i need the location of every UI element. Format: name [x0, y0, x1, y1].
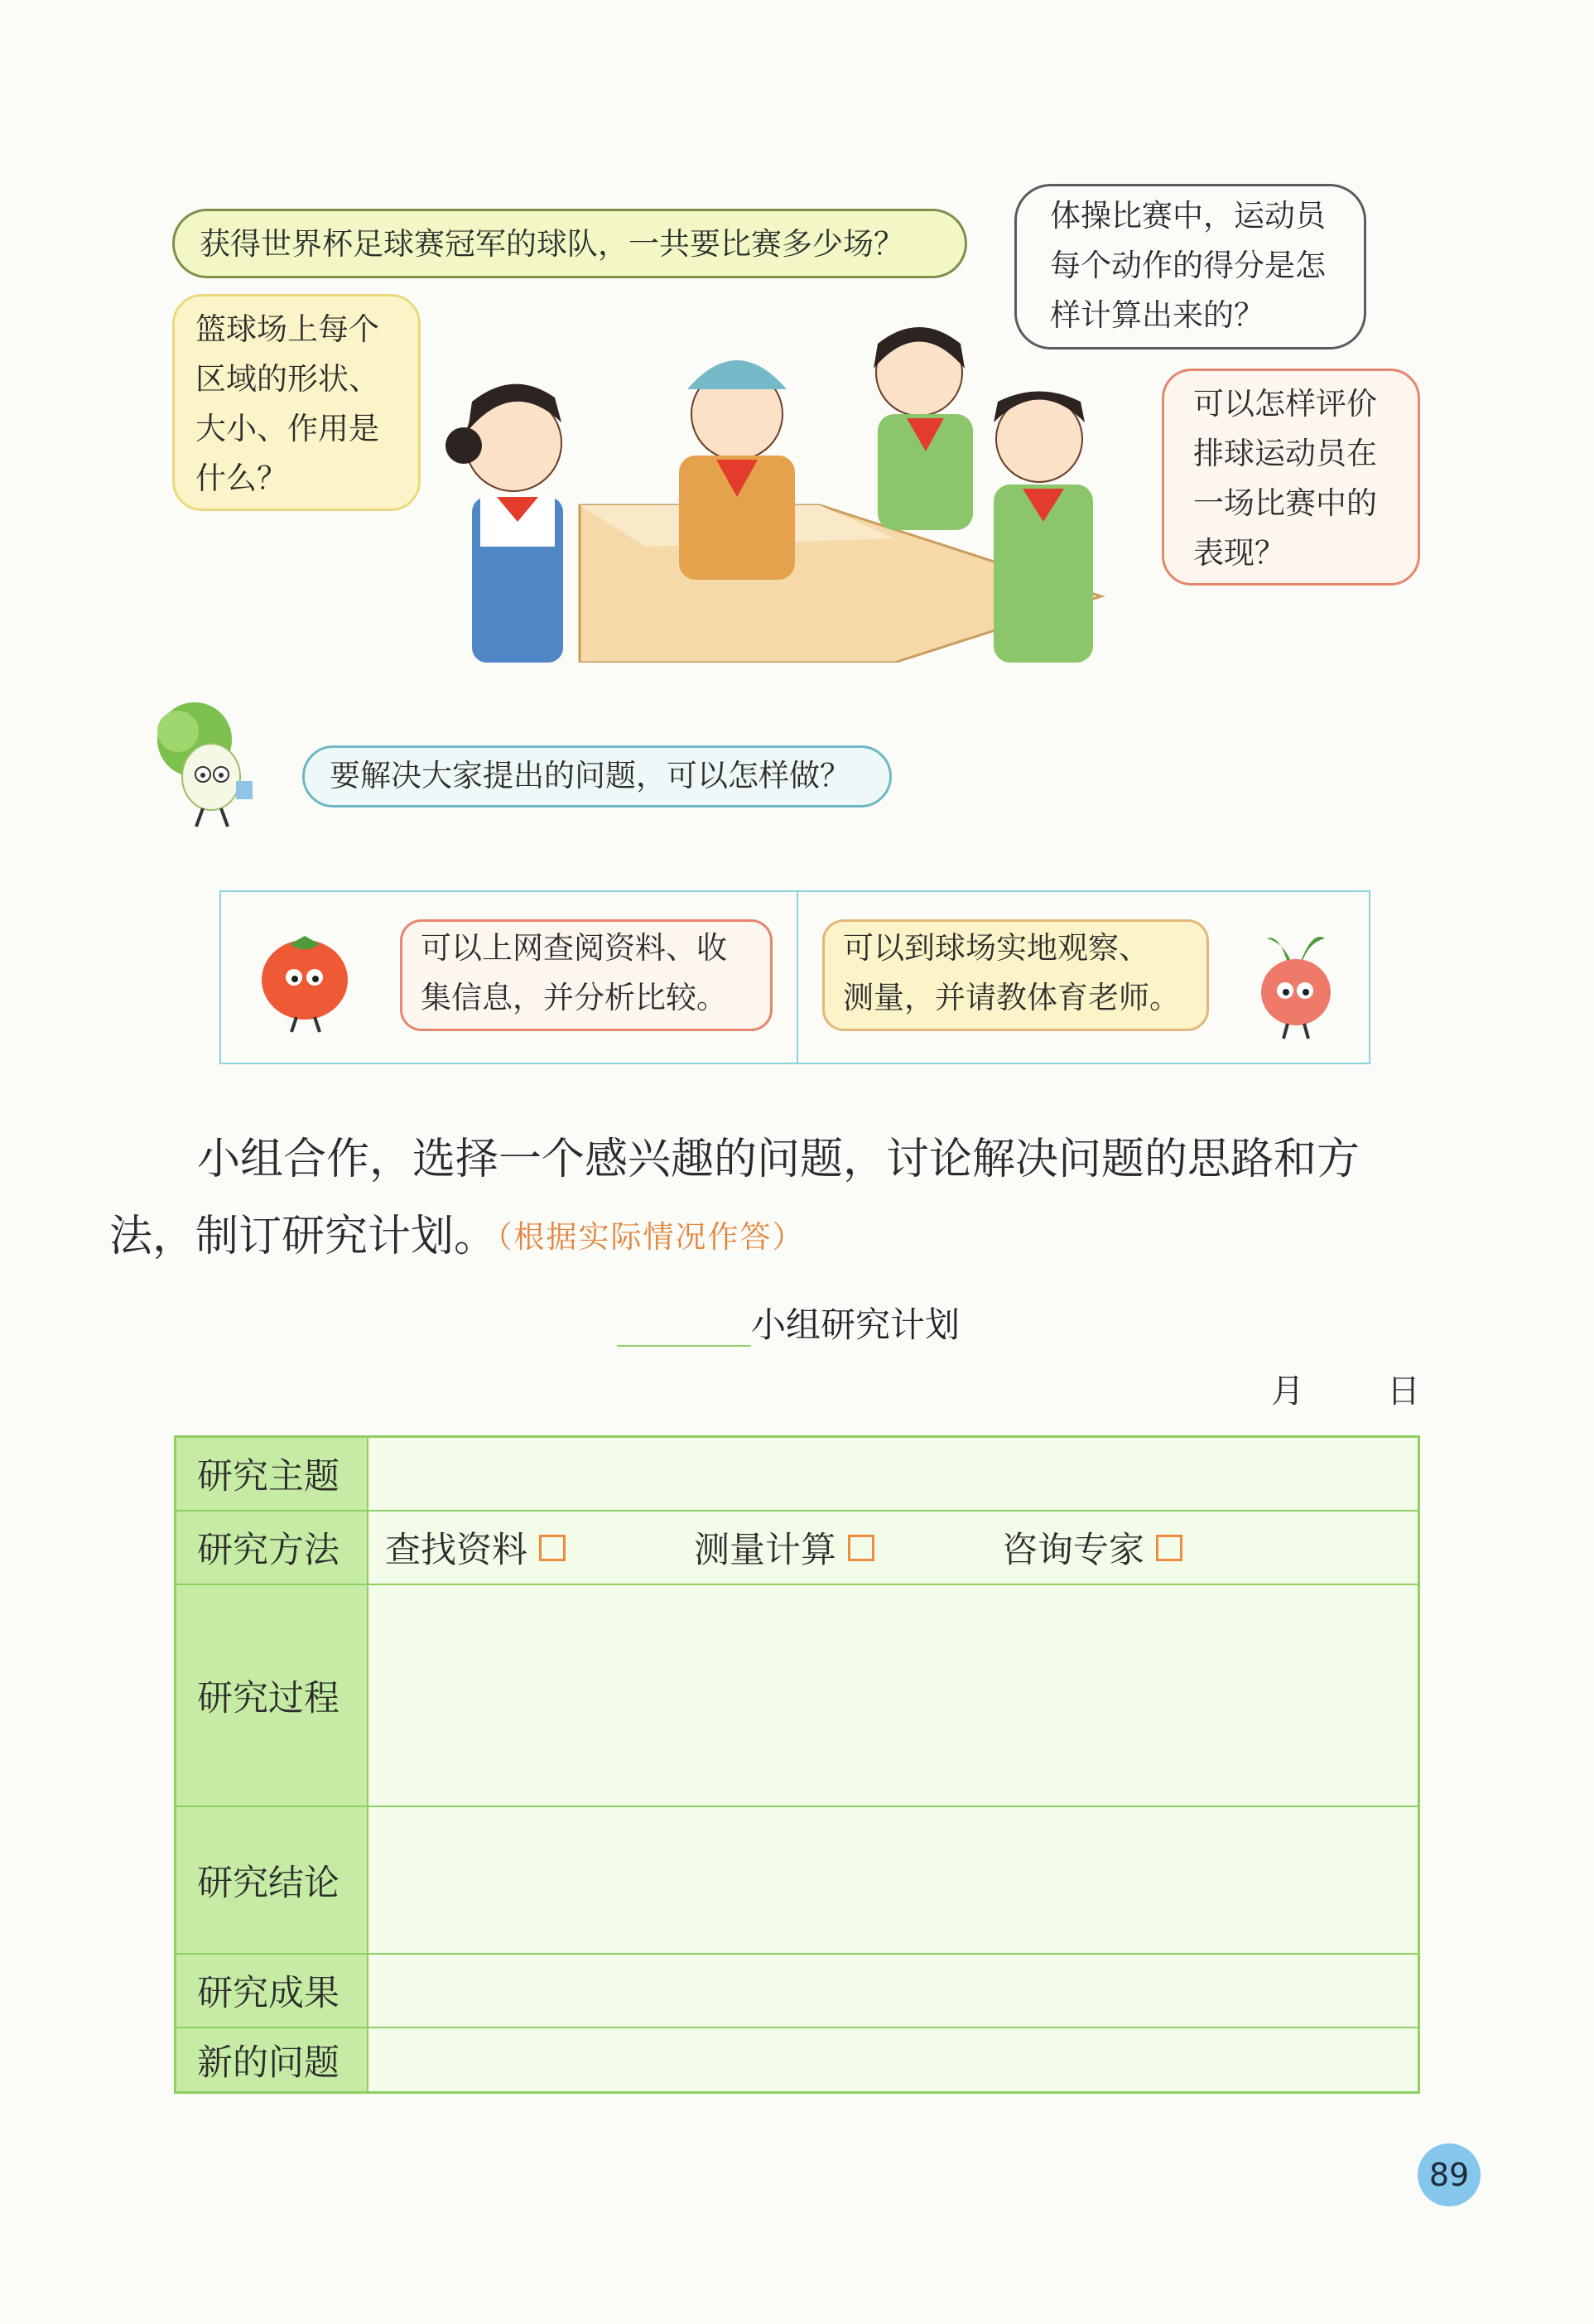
table-row-method	[176, 1512, 1418, 1585]
results-input[interactable]	[368, 1955, 1418, 2027]
volleyball-bubble	[1162, 369, 1420, 586]
gymnastics-bubble	[1014, 184, 1366, 350]
new-questions-input[interactable]	[368, 2028, 1418, 2091]
volleyball-line-1: 可以怎样评价	[1193, 386, 1377, 422]
table-row-topic	[176, 1438, 1418, 1512]
date-month: 月	[1271, 1372, 1304, 1410]
world-cup-question: 获得世界杯足球赛冠军的球队，一共要比赛多少场？	[200, 226, 904, 262]
task-line-2: 法，制订研究计划。	[109, 1212, 498, 1261]
method-expert[interactable]	[1002, 1512, 1182, 1584]
page-number-badge	[1418, 2143, 1481, 2206]
tomato-mascot-icon	[248, 926, 360, 1034]
method-expert-checkbox[interactable]	[1156, 1535, 1182, 1561]
task-line-1: 小组合作，选择一个感兴趣的问题，讨论解决问题的思路和方	[197, 1135, 1360, 1184]
method-search[interactable]	[385, 1512, 566, 1584]
row-label-results: 研究成果	[176, 1955, 368, 2027]
students-illustration	[431, 298, 1118, 663]
basketball-line-1: 篮球场上每个	[195, 311, 379, 347]
conclusion-input[interactable]	[368, 1807, 1418, 1953]
table-row-new-questions	[176, 2028, 1418, 2091]
tips-divider	[797, 892, 798, 1063]
tomato-tip-line-2: 集信息，并分析比较。	[421, 980, 727, 1015]
volleyball-line-3: 一场比赛中的	[1193, 485, 1377, 521]
process-input[interactable]	[368, 1585, 1418, 1806]
tomato-tip-line-1: 可以上网查阅资料、收	[421, 930, 727, 966]
world-cup-bubble	[172, 209, 967, 278]
gymnastics-line-3: 样计算出来的？	[1050, 297, 1264, 333]
method-measure-checkbox[interactable]	[848, 1535, 874, 1561]
row-label-method: 研究方法	[176, 1512, 368, 1584]
tomato-tip-bubble	[400, 919, 773, 1031]
row-label-new-questions: 新的问题	[176, 2028, 368, 2091]
table-row-results	[176, 1955, 1418, 2028]
radish-mascot-icon	[1242, 926, 1350, 1042]
page-number: 89	[1428, 2157, 1470, 2193]
method-measure-label: 测量计算	[694, 1530, 836, 1571]
radish-tip-line-1: 可以到球场实地观察、	[843, 930, 1149, 966]
volleyball-line-4: 表现？	[1193, 535, 1285, 571]
row-label-conclusion: 研究结论	[176, 1807, 368, 1953]
row-label-topic: 研究主题	[176, 1438, 368, 1510]
basketball-line-3: 大小、作用是	[195, 411, 379, 446]
method-search-checkbox[interactable]	[539, 1535, 566, 1561]
row-label-process: 研究过程	[176, 1585, 368, 1806]
gymnastics-line-1: 体操比赛中，运动员	[1050, 198, 1326, 234]
radish-tip-line-2: 测量，并请教体育老师。	[843, 980, 1180, 1015]
volleyball-line-2: 排球运动员在	[1193, 436, 1377, 471]
basketball-line-4: 什么？	[195, 460, 287, 496]
topic-input[interactable]	[368, 1438, 1418, 1510]
basketball-line-2: 区域的形状、	[195, 361, 379, 397]
task-line-2-container	[109, 1205, 805, 1269]
table-row-conclusion	[176, 1807, 1418, 1955]
basketball-bubble	[172, 294, 421, 511]
question-bubble	[302, 745, 892, 808]
method-measure[interactable]	[694, 1512, 874, 1584]
date-day: 日	[1387, 1372, 1420, 1410]
method-expert-label: 咨询专家	[1002, 1530, 1144, 1571]
plan-title: 小组研究计划	[751, 1304, 961, 1345]
method-cell	[368, 1512, 1418, 1584]
answer-note: （根据实际情况作答）	[497, 1219, 805, 1255]
cabbage-mascot-icon	[145, 698, 269, 831]
group-name-blank[interactable]	[617, 1345, 751, 1347]
gymnastics-line-2: 每个动作的得分是怎	[1050, 248, 1326, 283]
research-plan-table	[174, 1435, 1420, 2094]
question-text: 要解决大家提出的问题，可以怎样做？	[330, 758, 850, 793]
table-row-process	[176, 1585, 1418, 1807]
radish-tip-bubble	[822, 919, 1209, 1031]
method-search-label: 查找资料	[385, 1530, 527, 1571]
